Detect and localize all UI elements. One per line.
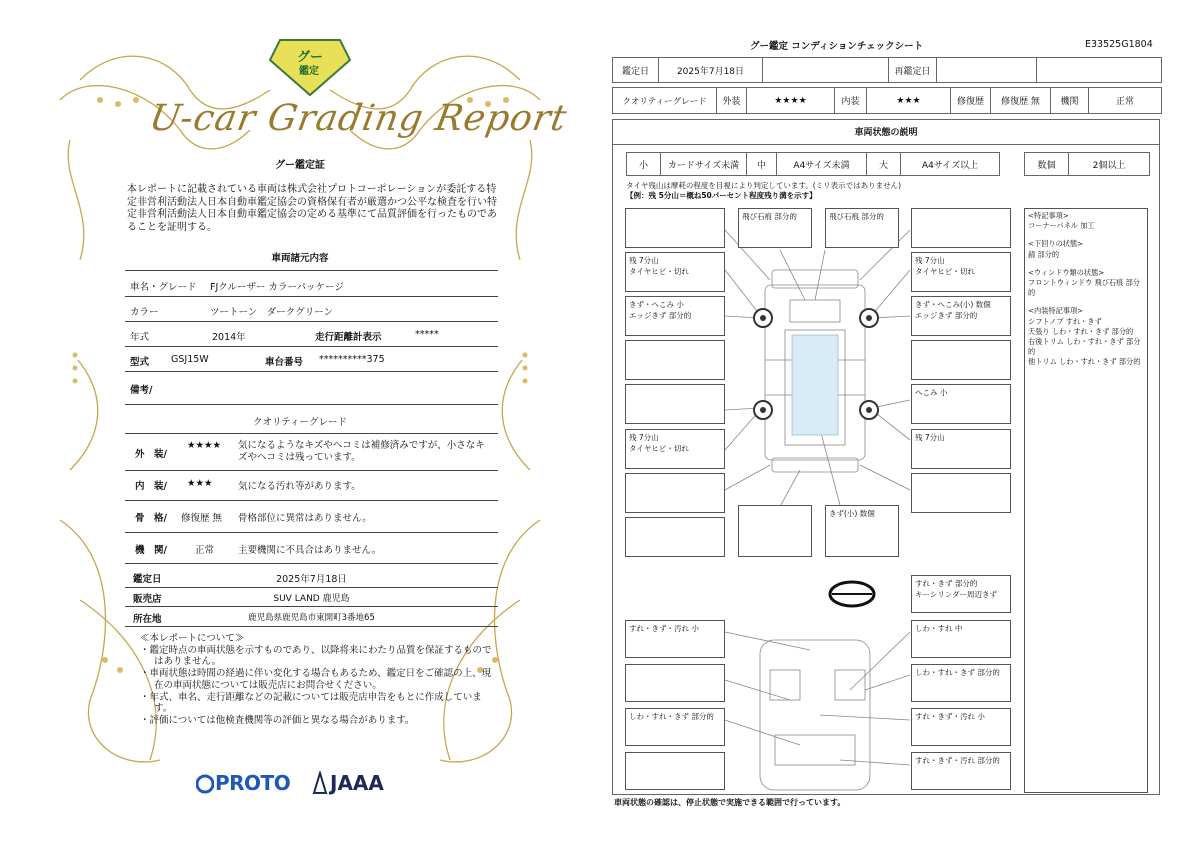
note-line: 右後トリム しわ・すれ・きず 部分的: [1028, 337, 1141, 357]
box-text: きず・へこみ(小) 数個: [915, 300, 991, 309]
ext-box-left-1: [625, 208, 725, 248]
note-item: ・鑑定時点の車両状態を示すものであり、以降将来にわたり品質を保証するものではありません。: [140, 644, 492, 668]
exterior-label: 外 装/: [135, 449, 167, 460]
box-text: タイヤヒビ・切れ: [915, 267, 975, 276]
engine-text: 主要機関に不具合はありません。: [238, 545, 382, 556]
jaaa-logo-icon: [312, 771, 328, 795]
int-box-left-4: [625, 752, 725, 790]
int-box-right-2: [911, 664, 1011, 702]
divider: [125, 626, 498, 627]
date-value: 2025年7月18日: [276, 574, 347, 585]
note-line: 錆 部分的: [1028, 249, 1060, 259]
ext-box-left-8: [625, 517, 725, 557]
note-line: シフトノブ すれ・きず: [1028, 316, 1102, 326]
year-label: 年式: [130, 332, 150, 343]
box-text: 残 7分山: [915, 256, 945, 265]
ext-box-right-5: [911, 384, 1011, 424]
repair-label: 修復歴: [951, 88, 991, 113]
box-text: すれ・きず・汚れ 小: [629, 624, 699, 633]
exterior-stars: ★★★★: [187, 440, 222, 451]
name-value: FJクルーザー カラーパッケージ: [210, 282, 344, 293]
ext-label: 外装: [717, 88, 747, 113]
spacer: [1028, 298, 1144, 306]
chassis-value: **********375: [319, 354, 385, 365]
box-text: 残 7分山: [629, 256, 659, 265]
int-box-wheel: [911, 575, 1011, 613]
legend-mid: 中: [747, 153, 777, 175]
ext-box-right-7: [911, 473, 1011, 513]
re-date-label: 再鑑定日: [889, 58, 937, 82]
divider: [125, 321, 498, 322]
sheet-id: E33525G1804: [1085, 39, 1153, 50]
divider: [125, 606, 498, 607]
state-title: 車両状態の説明: [854, 128, 918, 138]
legend-count-desc: 2個以上: [1092, 160, 1126, 171]
special-notes: [1024, 208, 1148, 793]
repair-value: 修復歴 無: [991, 88, 1051, 113]
int-box-left-2: [625, 664, 725, 702]
frame-text: 骨格部位に異常はありません。: [238, 513, 372, 524]
addr-value: 鹿児島県鹿児島市東開町3番地65: [248, 613, 375, 623]
box-text: エッジきず 部分的: [629, 311, 692, 320]
note-item: ・年式、車名、走行距離などの記載については販売店申告をもとに作成しています。: [140, 691, 482, 715]
date-label: 鑑定日: [133, 574, 162, 585]
ext-box-left-2: [625, 252, 725, 292]
legend-small-desc: カードサイズ未満: [661, 153, 747, 175]
note-line: <内装特記事項>: [1028, 306, 1084, 316]
divider: [125, 296, 498, 297]
ext-box-right-1: [911, 208, 1011, 248]
note-line: <特記事項>: [1028, 211, 1069, 220]
note-item: ・評価については他検査機関等の評価と異なる場合があります。: [140, 714, 415, 726]
int-box-right-1: [911, 620, 1011, 658]
box-text: エッジきず 部分的: [915, 311, 978, 320]
note-line: フロントウィンドウ 飛び石痕 部分的: [1028, 278, 1140, 298]
shop-label: 販売店: [133, 594, 162, 605]
odo-label: 走行距離計表示: [315, 332, 382, 343]
proto-logo-icon: [196, 774, 214, 794]
box-text: キーシリンダー周辺きず: [915, 590, 998, 599]
note-item: ・車両状態は時間の経過に伴い変化する場合もあるため、鑑定日をご確認の上、現在の車両状態については販売店にお問合せください。: [140, 668, 492, 691]
ext-box-right-4: [911, 340, 1011, 380]
condition-check-sheet: [600, 0, 1200, 848]
legend-mid-desc: A4サイズ未満: [777, 153, 867, 175]
box-text: すれ・きず・汚れ 部分的: [915, 756, 1000, 765]
ext-box-left-4: [625, 340, 725, 380]
box-text: しわ・すれ・きず 部分的: [915, 668, 1000, 677]
int-box-right-3: [911, 708, 1011, 746]
proto-logo: PROTO: [215, 771, 291, 795]
spacer: [1028, 231, 1144, 239]
ext-box-left-3: [625, 296, 725, 336]
interior-stars: ★★★: [187, 478, 213, 489]
int-box-right-4: [911, 752, 1011, 790]
jaaa-logo: JAAA: [330, 771, 384, 795]
ext-box-right-3: [911, 296, 1011, 336]
shop-value: SUV LAND 鹿児島: [273, 594, 350, 604]
int-box-left-1: [625, 620, 725, 658]
note-line: <ウィンドウ類の状態>: [1028, 267, 1105, 277]
model-label: 型式: [130, 357, 150, 368]
emblem-text-2: 鑑定: [299, 66, 319, 77]
frame-label: 骨 格/: [135, 513, 167, 524]
color-label: カラー: [130, 307, 159, 318]
box-text: しわ・すれ 中: [915, 624, 963, 633]
ext-box-right-2: [911, 252, 1011, 292]
emblem-text-1: グー: [297, 50, 324, 65]
divider: [125, 346, 498, 347]
tire-note-1: タイヤ残山は摩耗の程度を目視により判定しています。(ミリ表示ではありません): [626, 181, 902, 190]
legend-small: 小: [627, 153, 661, 175]
legend-large: 大: [867, 153, 901, 175]
model-value: GSJ15W: [171, 354, 209, 365]
int-stars: ★★★: [867, 88, 951, 113]
box-text: へこみ 小: [915, 388, 948, 397]
addr-label: 所在地: [133, 614, 162, 625]
date-label: 鑑定日: [613, 58, 659, 82]
engine-label: 機関: [1051, 88, 1089, 113]
exterior-text: 気になるようなキズやヘコミは補修済みですが、小さなキズやヘコミは残っています。: [238, 440, 485, 463]
chassis-label: 車台番号: [265, 357, 304, 368]
sheet-title: グー鑑定 コンディションチェックシート: [750, 41, 924, 52]
engine-label: 機 関/: [135, 545, 167, 556]
box-text: 飛び石痕 部分的: [829, 212, 884, 221]
note-line: コーナーパネル 加工: [1028, 221, 1095, 231]
box-text: 残 7分山: [915, 433, 945, 442]
int-box-left-3: [625, 708, 725, 746]
ext-box-bottom-1: [738, 505, 812, 557]
name-label: 車名・グレード: [130, 282, 197, 293]
divider: [125, 532, 498, 533]
ext-box-left-7: [625, 473, 725, 513]
divider: [125, 470, 498, 471]
ext-stars: ★★★★: [747, 88, 835, 113]
ext-box-top-2: [825, 208, 899, 248]
engine-value: 正常: [195, 545, 215, 556]
interior-label: 内 装/: [135, 481, 167, 492]
divider: [125, 563, 498, 564]
remarks-label: 備考/: [130, 385, 153, 396]
int-label: 内装: [835, 88, 867, 113]
divider: [125, 371, 498, 372]
color-value: ツートーン ダークグリーン: [210, 307, 334, 318]
frame-value: 修復歴 無: [181, 513, 223, 524]
spacer: [1028, 260, 1144, 268]
notes-title: ≪本レポートについて≫: [140, 633, 245, 644]
box-text: きず・へこみ 小: [629, 300, 684, 309]
divider: [125, 587, 498, 588]
divider: [125, 433, 498, 434]
ext-box-left-5: [625, 384, 725, 424]
year-value: 2014年: [212, 332, 246, 343]
cert-body: 本レポートに記載されている車両は株式会社プロトコーポレーションが委託する特定非営利活動法人日本自動車鑑定協会の資格保有者が厳選かつ公平な検査を行い特定非営利活動法人日本自動車鑑定協会の定める基準にて品質評価を行ったものであることを証明する。: [127, 184, 497, 233]
box-text: タイヤヒビ・切れ: [629, 444, 689, 453]
grade-title: クオリティーグレード: [252, 417, 348, 428]
ext-box-top-1: [738, 208, 812, 248]
box-text: しわ・すれ・きず 部分的: [629, 712, 714, 721]
cert-title: グー鑑定証: [275, 160, 325, 171]
divider: [125, 500, 498, 501]
quality-label: クオリティーグレード: [613, 88, 717, 113]
report-notes: [140, 633, 500, 727]
box-text: 残 7分山: [629, 433, 659, 442]
date-value: 2025年7月18日: [659, 58, 763, 82]
sheet-footer: 車両状態の確認は、停止状態で実施できる範囲で行っています。: [614, 798, 846, 807]
box-text: タイヤヒビ・切れ: [629, 267, 689, 276]
note-line: 天張り しわ・すれ・きず 部分的: [1028, 326, 1134, 336]
ext-box-right-6: [911, 429, 1011, 469]
divider: [125, 404, 498, 405]
box-text: すれ・きず・汚れ 小: [915, 712, 985, 721]
ext-box-left-6: [625, 429, 725, 469]
note-line: <下回りの状態>: [1028, 239, 1084, 249]
legend-large-desc: A4サイズ以上: [921, 160, 979, 171]
odo-value: *****: [415, 329, 439, 340]
ext-box-bottom-2: [825, 505, 899, 557]
script-title: U-car Grading Report: [146, 98, 571, 139]
spec-title: 車両諸元内容: [271, 253, 329, 264]
divider: [125, 270, 498, 271]
tire-note-2: 【例：残 5分山＝概ね50パーセント程度残り溝を示す】: [626, 191, 817, 200]
interior-text: 気になる汚れ等があります。: [238, 481, 361, 492]
box-text: きず(小) 数個: [829, 509, 875, 518]
engine-value: 正常: [1115, 97, 1134, 107]
note-line: 他トリム しわ・すれ・きず 部分的: [1028, 357, 1141, 367]
legend-count: 数個: [1025, 153, 1069, 175]
box-text: 飛び石痕 部分的: [742, 212, 797, 221]
box-text: すれ・きず 部分的: [915, 579, 978, 588]
